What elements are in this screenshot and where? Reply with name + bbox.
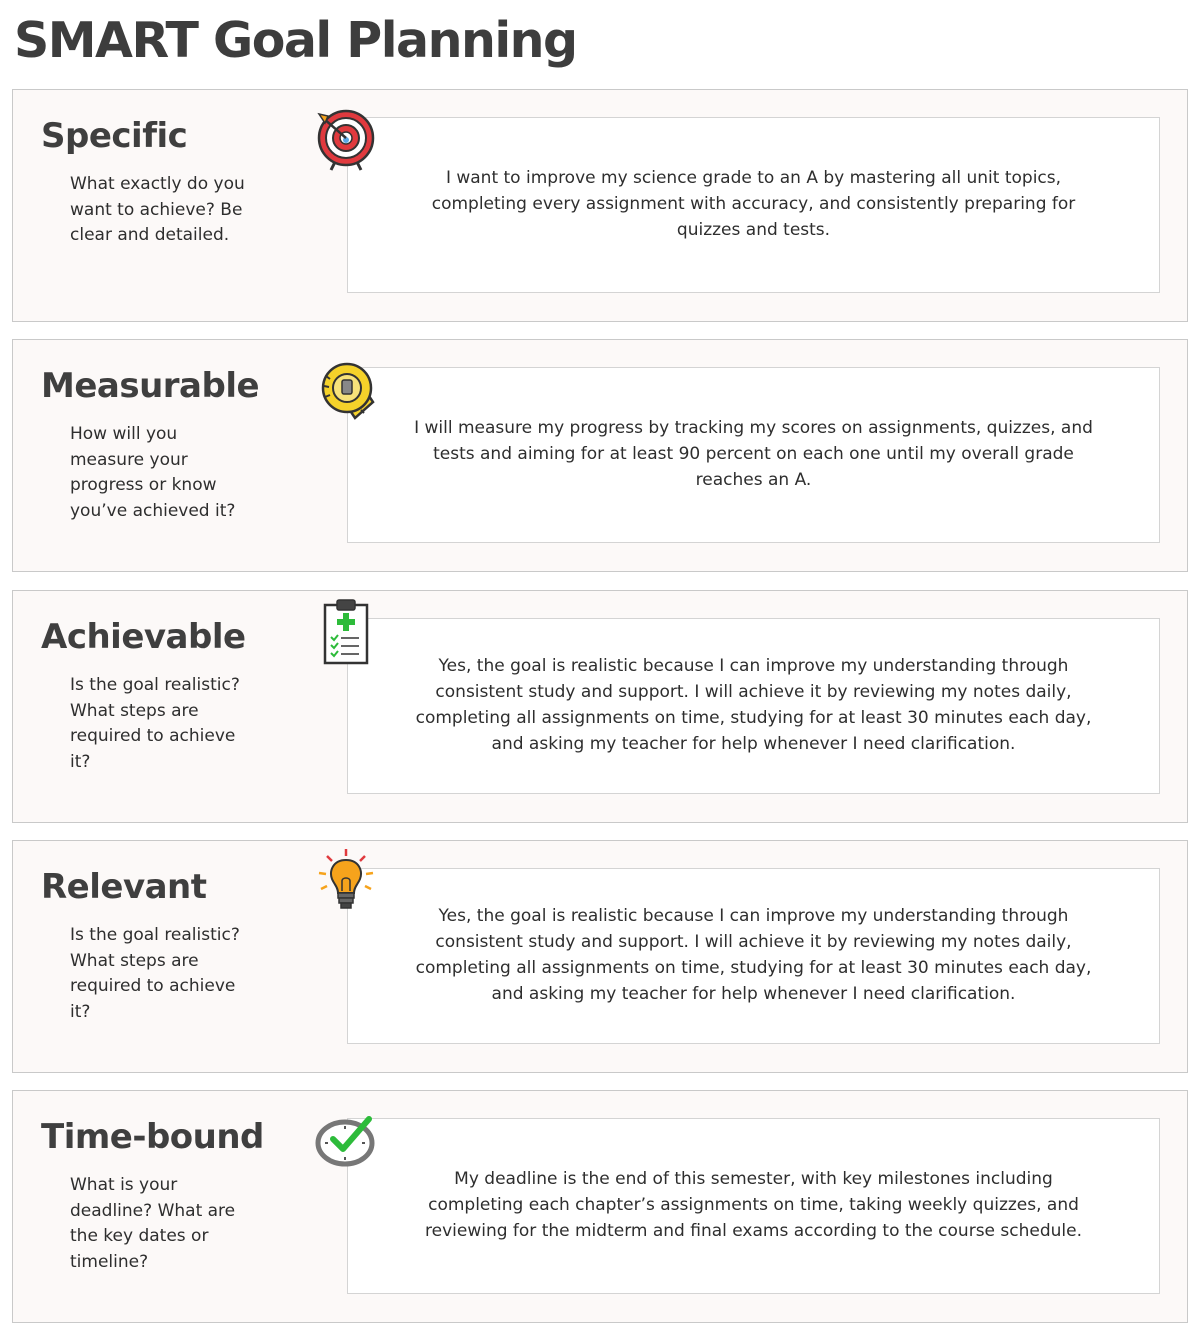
section-relevant <box>12 840 1188 1073</box>
clipboard-checklist-icon <box>311 597 381 667</box>
section-title: Specific <box>41 116 188 156</box>
section-prompt: Is the goal realistic? What steps are required to achieve it? <box>70 925 240 1022</box>
answer-text: I want to improve my science grade to an A by mastering all unit topics, completing every assignment with accuracy, and consistently preparing for quizzes and tests. <box>431 168 1076 240</box>
lightbulb-icon <box>311 847 381 917</box>
section-prompt: What is your deadline? What are the key dates or timeline? <box>70 1175 236 1272</box>
section-title: Measurable <box>41 366 260 406</box>
section-measurable <box>12 339 1188 572</box>
section-prompt: How will you measure your progress or know you’ve achieved it? <box>70 424 236 521</box>
section-prompt: What exactly do you want to achieve? Be clear and detailed. <box>70 174 245 246</box>
section-achievable <box>12 590 1188 823</box>
answer-box[interactable] <box>347 367 1160 543</box>
answer-box[interactable] <box>347 1118 1160 1294</box>
target-icon <box>311 104 381 174</box>
clock-check-icon <box>311 1107 381 1177</box>
answer-text: Yes, the goal is realistic because I can improve my understanding through consistent study and support. I will achieve it by reviewing my notes daily, completing all assignments on time, studying for at least 30 minutes each day, and asking my teacher for help whenever I need clarification. <box>415 906 1092 1004</box>
section-time-bound <box>12 1090 1188 1323</box>
section-title: Achievable <box>41 617 246 657</box>
section-prompt: Is the goal realistic? What steps are required to achieve it? <box>70 675 240 772</box>
answer-box[interactable] <box>347 117 1160 293</box>
answer-text: I will measure my progress by tracking my scores on assignments, quizzes, and tests and aiming for at least 90 percent on each one until my overall grade reaches an A. <box>414 418 1093 490</box>
answer-box[interactable] <box>347 618 1160 794</box>
measuring-tape-icon <box>311 354 381 424</box>
section-title: Time-bound <box>41 1117 264 1157</box>
section-title: Relevant <box>41 867 207 907</box>
page-title: SMART Goal Planning <box>14 12 577 69</box>
answer-box[interactable] <box>347 868 1160 1044</box>
section-specific <box>12 89 1188 322</box>
answer-text: Yes, the goal is realistic because I can improve my understanding through consistent study and support. I will achieve it by reviewing my notes daily, completing all assignments on time, studying for at least 30 minutes each day, and asking my teacher for help whenever I need clarification. <box>415 656 1092 754</box>
answer-text: My deadline is the end of this semester, with key milestones including completing each chapter’s assignments on time, taking weekly quizzes, and reviewing for the midterm and final exams according to the course schedule. <box>425 1169 1082 1241</box>
